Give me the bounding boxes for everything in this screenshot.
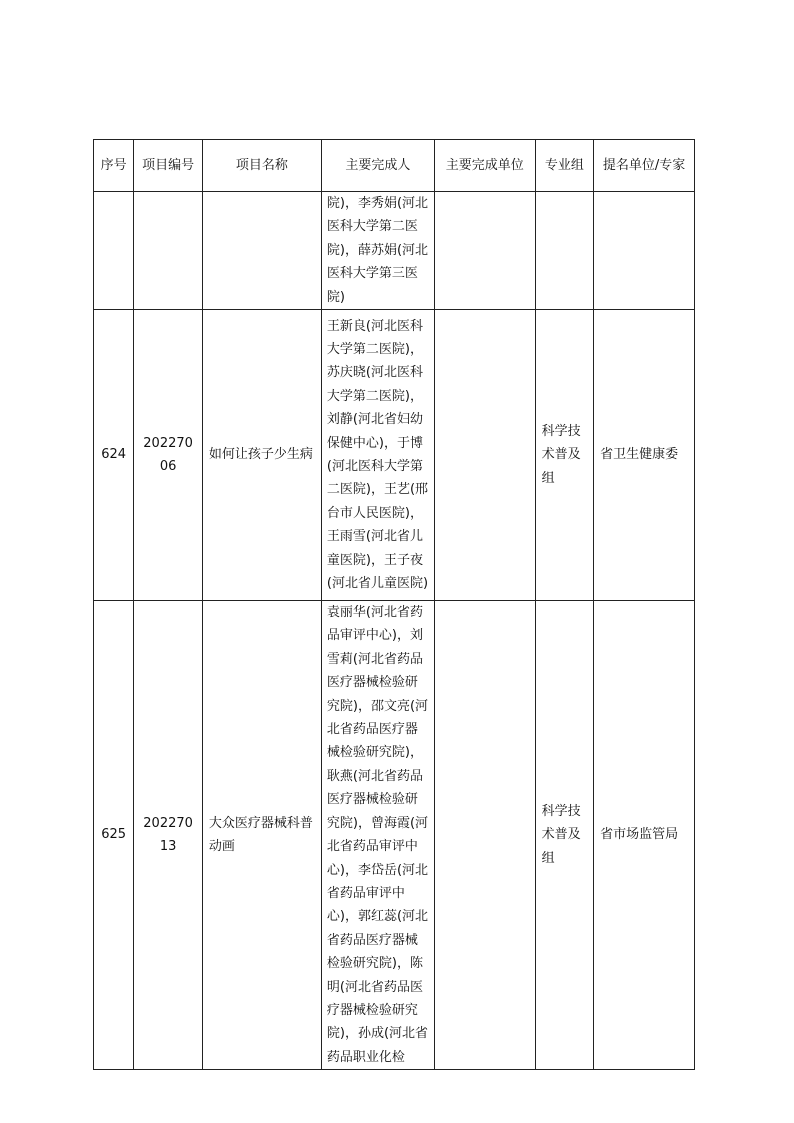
cell-project-name: 如何让孩子少生病 (202, 310, 321, 601)
cell-main-units (434, 192, 535, 310)
cell-seq: 624 (94, 310, 134, 601)
cell-project-code: 20227013 (134, 601, 203, 1070)
cell-group (535, 192, 593, 310)
header-main-units: 主要完成单位 (434, 140, 535, 192)
cell-project-code (134, 192, 203, 310)
table-row (94, 310, 695, 601)
header-project-name: 项目名称 (202, 140, 321, 192)
cell-main-persons: 袁丽华(河北省药品审评中心)，刘雪莉(河北省药品医疗器械检验研究院)，邵文亮(河北省药品医疗器械检验研究院)，耿燕(河北省药品医疗器械检验研究院)，曾海霞(河北省药品审评中心)，李岱岳(河北省药品审评中心)，郭红蕊(河北省药品医疗器械检验研究院)，陈明(河北省药品医疗器械检验研究院)，孙成(河北省药品职业化检 (321, 601, 434, 1070)
cell-project-name (202, 192, 321, 310)
cell-group: 科学技术普及组 (535, 310, 593, 601)
cell-nominator: 省卫生健康委 (594, 310, 695, 601)
cell-project-code: 20227006 (134, 310, 203, 601)
cell-nominator (594, 192, 695, 310)
cell-group: 科学技术普及组 (535, 601, 593, 1070)
cell-project-name: 大众医疗器械科普动画 (202, 601, 321, 1070)
award-table (93, 139, 695, 1070)
header-row (94, 140, 695, 192)
table-row (94, 601, 695, 1070)
header-seq: 序号 (94, 140, 134, 192)
cell-main-units (434, 601, 535, 1070)
header-group: 专业组 (535, 140, 593, 192)
cell-nominator: 省市场监管局 (594, 601, 695, 1070)
cell-main-units (434, 310, 535, 601)
header-nominator: 提名单位/专家 (594, 140, 695, 192)
cell-seq: 625 (94, 601, 134, 1070)
cell-main-persons: 王新良(河北医科大学第二医院)，苏庆晓(河北医科大学第二医院)，刘静(河北省妇幼保健中心)，于博(河北医科大学第二医院)，王艺(邢台市人民医院)，王雨雪(河北省儿童医院)，王子夜(河北省儿童医院) (321, 310, 434, 601)
cell-main-persons: 院)，李秀娟(河北医科大学第二医院)，薛苏娟(河北医科大学第三医院) (321, 192, 434, 310)
cell-seq (94, 192, 134, 310)
table-row (94, 192, 695, 310)
header-main-persons: 主要完成人 (321, 140, 434, 192)
header-project-code: 项目编号 (134, 140, 203, 192)
